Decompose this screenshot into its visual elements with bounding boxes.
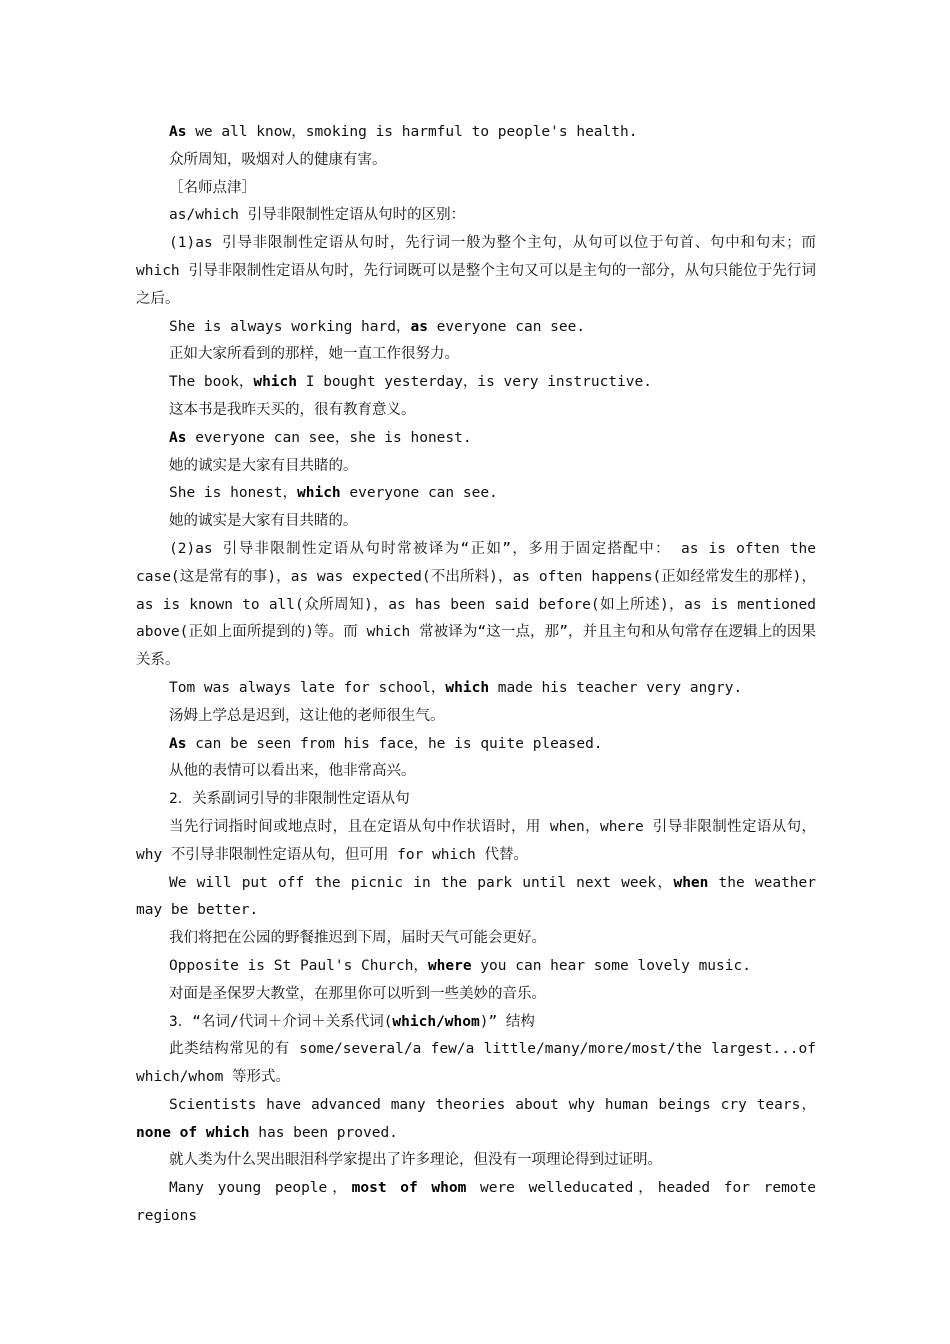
keyword: As	[169, 735, 187, 752]
text-segment: 2．关系副词引导的非限制性定语从句	[169, 791, 410, 808]
keyword: As	[169, 429, 187, 446]
keyword: when	[673, 874, 709, 891]
text-segment: 就人类为什么哭出眼泪科学家提出了许多理论，但没有一项理论得到过证明。	[169, 1152, 662, 1169]
text-segment: )” 结构	[479, 1013, 535, 1030]
text-segment: She is honest，	[169, 485, 297, 502]
text-segment: Opposite is St Paul's Church，	[169, 957, 428, 974]
paragraph-p2	[136, 147, 816, 175]
paragraph-p9	[136, 397, 816, 425]
text-segment: made his teacher very angry.	[489, 679, 743, 696]
keyword: most of whom	[351, 1180, 467, 1197]
text-segment: Tom was always late for school，	[169, 679, 446, 696]
paragraph-p10	[136, 425, 816, 453]
text-segment: can be seen from his face，he is quite pleased.	[186, 735, 603, 752]
paragraph-p23	[136, 953, 816, 981]
paragraph-p25	[136, 1009, 816, 1037]
paragraph-p11	[136, 453, 816, 481]
paragraph-p16	[136, 703, 816, 731]
text-segment: 这本书是我昨天买的，很有教育意义。	[169, 401, 416, 418]
paragraph-p1	[136, 119, 816, 147]
text-segment: 正如大家所看到的那样，她一直工作很努力。	[169, 346, 459, 363]
text-segment: 汤姆上学总是迟到，这让他的老师很生气。	[169, 707, 445, 724]
paragraph-p14	[136, 536, 816, 675]
text-segment: as/which 引导非限制性定语从句时的区别：	[169, 207, 466, 224]
text-segment: ［名师点津］	[169, 179, 256, 196]
paragraph-p28	[136, 1147, 816, 1175]
text-segment: 她的诚实是大家有目共睹的。	[169, 457, 358, 474]
keyword: which/whom	[392, 1013, 480, 1030]
text-segment: I bought yesterday，is very instructive.	[297, 374, 652, 391]
keyword: which	[445, 679, 490, 696]
text-segment: She is always working hard，	[169, 318, 411, 335]
text-segment: 我们将把在公园的野餐推迟到下周，届时天气可能会更好。	[169, 930, 546, 947]
paragraph-p7	[136, 341, 816, 369]
text-segment: (1)as 引导非限制性定语从句时，先行词一般为整个主句，从句可以位于句首、句中和句末；而 which 引导非限制性定语从句时，先行词既可以是整个主句又可以是主句的一部分，从句只能位于先行词之后。	[136, 235, 816, 307]
paragraph-p5	[136, 230, 816, 313]
paragraph-p29	[136, 1175, 816, 1231]
text-segment: the weather may be better.	[136, 874, 817, 919]
keyword: none of which	[136, 1124, 250, 1141]
paragraph-p24	[136, 981, 816, 1009]
paragraph-p8	[136, 369, 816, 397]
paragraph-p3	[136, 175, 816, 203]
text-segment: we all know，smoking is harmful to people's health.	[186, 124, 638, 140]
text-segment: 对面是圣保罗大教堂，在那里你可以听到一些美妙的音乐。	[169, 985, 546, 1002]
paragraph-p21	[136, 870, 816, 926]
text-segment: were welleducated，headed for remote regions	[136, 1180, 816, 1225]
text-segment: 此类结构常见的有 some/several/a few/a little/many/more/most/the largest...of which/whom 等形式。	[136, 1041, 816, 1086]
keyword: where	[427, 957, 472, 974]
document-body	[136, 119, 816, 1231]
paragraph-p20	[136, 814, 816, 870]
paragraph-p6	[136, 314, 816, 342]
text-segment: 从他的表情可以看出来，他非常高兴。	[169, 763, 416, 780]
paragraph-p19	[136, 786, 816, 814]
paragraph-p18	[136, 758, 816, 786]
paragraph-p4	[136, 202, 816, 230]
keyword: which	[297, 485, 341, 502]
text-segment: everyone can see.	[427, 318, 586, 335]
text-segment: 3．“名词/代词＋介词＋关系代词(	[169, 1013, 393, 1030]
paragraph-p26	[136, 1036, 816, 1092]
text-segment: 她的诚实是大家有目共睹的。	[169, 513, 358, 530]
text-segment: everyone can see，she is honest.	[186, 429, 472, 446]
text-segment: everyone can see.	[340, 485, 498, 502]
paragraph-p22	[136, 925, 816, 953]
paragraph-p15	[136, 675, 816, 703]
text-segment: Scientists have advanced many theories about why human beings cry tears，	[169, 1096, 816, 1113]
text-segment: The book，	[169, 374, 254, 391]
keyword: as	[410, 318, 428, 335]
keyword: As	[169, 124, 187, 140]
text-segment: (2)as 引导非限制性定语从句时常被译为“正如”，多用于固定搭配中： as is often the case(这是常有的事)，as was expected(不出所料)，as often happens(正如经常发生的那样)，as is known to all(众所周知)，as has been said before(如上所述)，as is mentioned above(正如上面所提到的)等。而 which 常被译为“这一点，那”，并且主句和从句常存在逻辑上的因果关系。	[136, 540, 816, 669]
text-segment: 当先行词指时间或地点时，且在定语从句中作状语时，用 when，where 引导非限制性定语从句，why 不引导非限制性定语从句，但可用 for which 代替。	[136, 818, 816, 863]
keyword: which	[253, 374, 297, 391]
text-segment: We will put off the picnic in the park until next week，	[169, 874, 674, 891]
paragraph-p17	[136, 731, 816, 759]
text-segment: you can hear some lovely music.	[471, 957, 751, 974]
text-segment: has been proved.	[249, 1124, 398, 1141]
paragraph-p12	[136, 480, 816, 508]
text-segment: 众所周知，吸烟对人的健康有害。	[169, 151, 387, 168]
paragraph-p27	[136, 1092, 816, 1148]
text-segment: Many young people，	[169, 1180, 352, 1197]
paragraph-p13	[136, 508, 816, 536]
